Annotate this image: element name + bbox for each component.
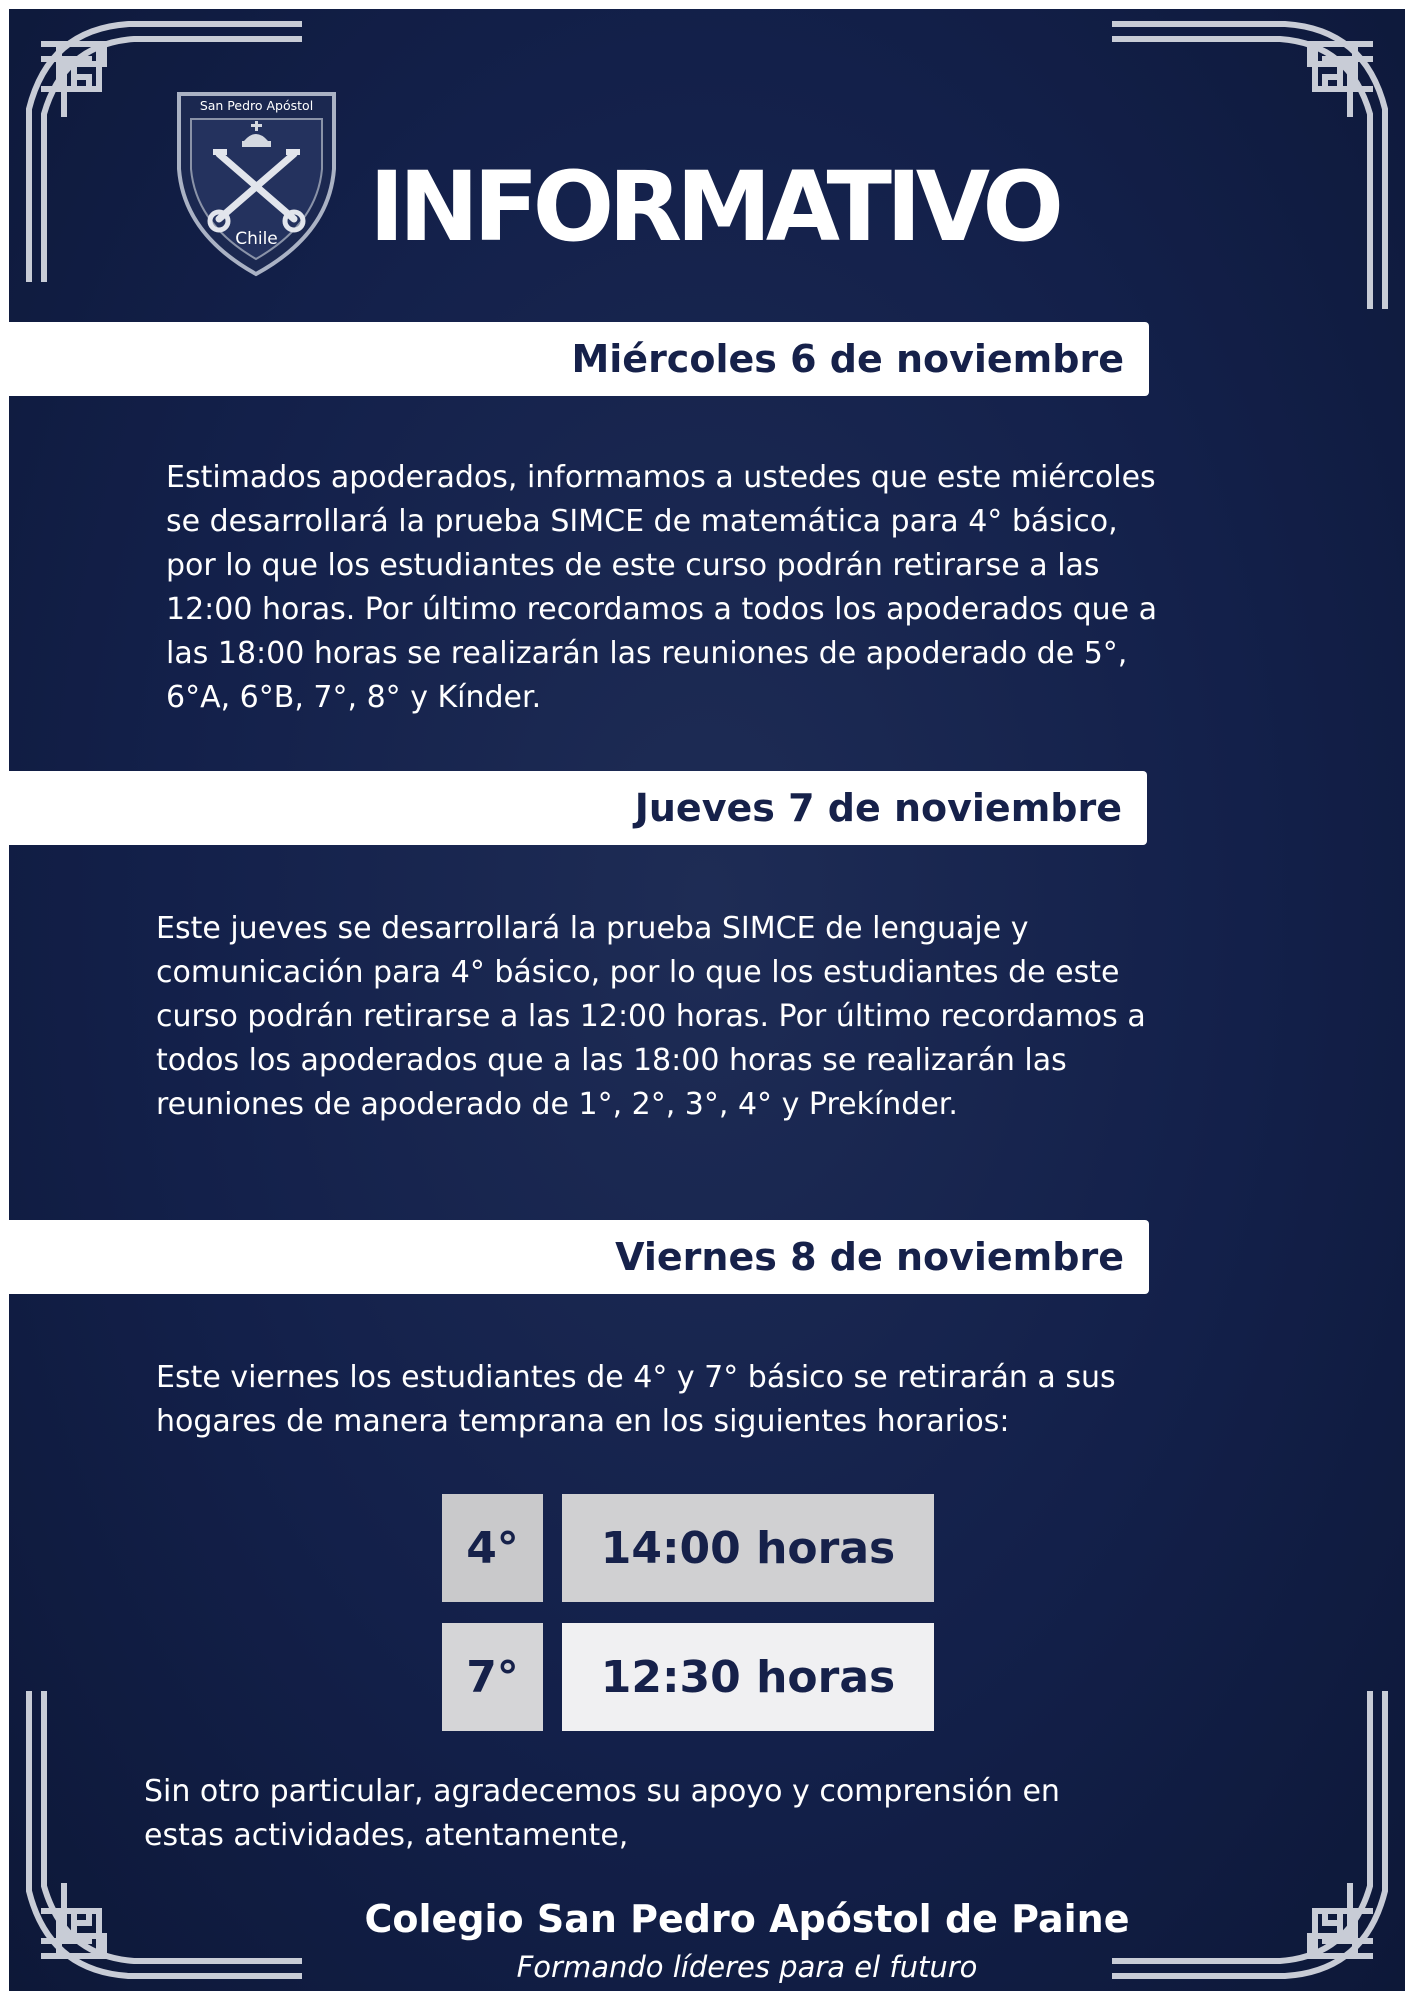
schedule-grade-cell: 7° (442, 1623, 543, 1731)
schedule-time-cell: 12:30 horas (562, 1623, 934, 1731)
crest-top-text: San Pedro Apóstol (199, 98, 314, 113)
paragraph-line: Este viernes los estudiantes de 4° y 7° básico se retirarán a sus (156, 1360, 1116, 1395)
schedule-grade-cell: 4° (442, 1494, 543, 1602)
corner-ornament-bottom-right (1105, 1691, 1405, 1991)
page-title: INFORMATIVO (369, 151, 1058, 263)
date-label: Viernes 8 de noviembre (615, 1235, 1124, 1279)
paragraph-wednesday (166, 456, 1157, 720)
paragraph-line: hogares de manera temprana en los siguientes horarios: (156, 1404, 1010, 1439)
paragraph-line: Estimados apoderados, informamos a ustedes que este miércoles (166, 460, 1156, 495)
paragraph-line: las 18:00 horas se realizarán las reuniones de apoderado de 5°, (166, 636, 1128, 671)
paragraph-line: por lo que los estudiantes de este curso podrán retirarse a las (166, 548, 1100, 583)
school-name: Colegio San Pedro Apóstol de Paine (364, 1897, 1130, 1941)
school-crest-logo (169, 89, 344, 279)
school-motto: Formando líderes para el futuro (516, 1950, 978, 1984)
paragraph-line: 12:00 horas. Por último recordamos a todos los apoderados que a (166, 592, 1157, 627)
paragraph-thursday (156, 907, 1146, 1127)
paragraph-line: reuniones de apoderado de 1°, 2°, 3°, 4° y Prekínder. (156, 1087, 958, 1122)
crest-bottom-text: Chile (235, 229, 278, 249)
schedule-time-cell: 14:00 horas (562, 1494, 934, 1602)
paragraph-line: comunicación para 4° básico, por lo que los estudiantes de este (156, 955, 1120, 990)
date-label: Miércoles 6 de noviembre (571, 337, 1124, 381)
closing-paragraph (144, 1770, 1060, 1858)
paragraph-line: todos los apoderados que a las 18:00 horas se realizarán las (156, 1043, 1067, 1078)
paragraph-line: se desarrollará la prueba SIMCE de matemática para 4° básico, (166, 504, 1118, 539)
paragraph-friday (156, 1356, 1116, 1444)
date-banner-thursday (9, 771, 1147, 845)
paragraph-line: Este jueves se desarrollará la prueba SIMCE de lenguaje y (156, 911, 1029, 946)
paragraph-line: Sin otro particular, agradecemos su apoyo y comprensión en (144, 1774, 1060, 1809)
date-banner-wednesday (9, 322, 1149, 396)
date-label: Jueves 7 de noviembre (634, 786, 1122, 830)
paragraph-line: estas actividades, atentamente, (144, 1818, 629, 1853)
paragraph-line: 6°A, 6°B, 7°, 8° y Kínder. (166, 680, 542, 715)
informative-poster (9, 9, 1405, 1991)
date-banner-friday (9, 1220, 1149, 1294)
paragraph-line: curso podrán retirarse a las 12:00 horas. Por último recordamos a (156, 999, 1146, 1034)
